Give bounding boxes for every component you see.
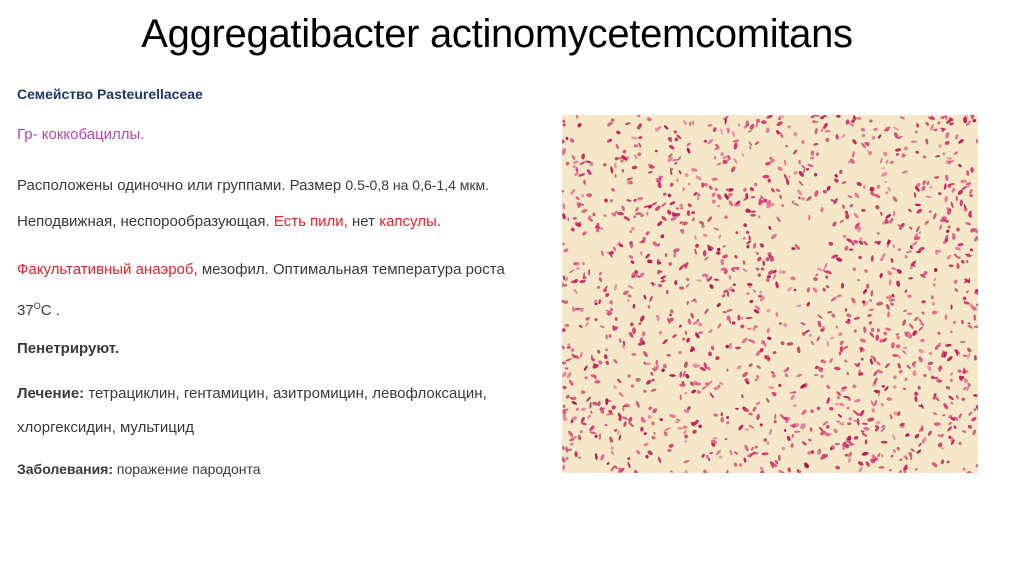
bacterium-cell — [861, 209, 866, 212]
diseases-text: поражение пародонта — [113, 461, 261, 477]
bacterium-cell — [746, 120, 750, 126]
anaerobe-text: Факультативный анаэроб — [17, 261, 194, 278]
bacterium-cell — [666, 290, 669, 294]
diseases-line — [17, 459, 542, 479]
motility-text: Неподвижная, неспорообразующая. — [17, 213, 274, 230]
bacterium-cell — [847, 422, 851, 425]
degree-unit: C . — [40, 302, 60, 319]
bacterium-cell — [841, 283, 844, 289]
treatment-label: Лечение: — [17, 385, 85, 402]
bacterium-cell — [946, 157, 953, 159]
growth-text: , мезофил. Оптимальная температура роста 37 — [17, 261, 505, 319]
bacterium-cell — [667, 449, 672, 452]
diseases-label: Заболевания: — [17, 461, 114, 477]
arrangement-line — [17, 168, 542, 203]
micrograph-image — [562, 115, 978, 473]
bacterium-cell — [713, 437, 718, 439]
bacterium-cell — [745, 429, 749, 431]
treatment-text: тетрациклин, гентамицин, азитромицин, левофлоксацин, хлоргексидин, мультицид — [17, 385, 487, 436]
family-line: Семейство Pasteurellaceae — [17, 86, 203, 102]
arrangement-text: Расположены одиночно или группами. Размер — [17, 177, 346, 194]
bacterium-cell — [572, 165, 576, 168]
period-text: . — [436, 213, 441, 230]
treatment-line — [17, 377, 542, 445]
bacterium-cell — [582, 262, 585, 265]
bacterium-cell — [615, 174, 617, 178]
degree-sup: O — [33, 301, 41, 311]
penetrate-line: Пенетрируют. — [17, 340, 119, 357]
anaerobe-line — [17, 252, 542, 329]
pili-text: Есть пили, — [273, 213, 348, 230]
bacterium-cell — [798, 160, 801, 164]
bacterium-cell — [878, 466, 884, 468]
gram-line: Гр- коккобациллы. — [17, 126, 145, 143]
bacterium-cell — [814, 374, 818, 376]
no-word: нет — [347, 213, 380, 230]
slide-text-block — [17, 84, 542, 479]
bacterium-cell — [581, 390, 586, 394]
micrograph-svg — [562, 115, 978, 473]
motility-line — [17, 212, 542, 232]
slide-title-text: Aggregatibacter actinomycetemcomitans — [141, 12, 853, 56]
bacterium-cell — [720, 417, 724, 423]
bacterium-cell — [866, 284, 869, 289]
slide-title — [0, 12, 1024, 57]
bacterium-cell — [856, 413, 862, 416]
size-value: 0.5-0,8 на 0,6-1,4 мкм. — [345, 177, 490, 193]
bacterium-cell — [750, 214, 756, 217]
bacterium-cell — [649, 165, 655, 168]
capsule-text: капсулы — [379, 213, 437, 230]
